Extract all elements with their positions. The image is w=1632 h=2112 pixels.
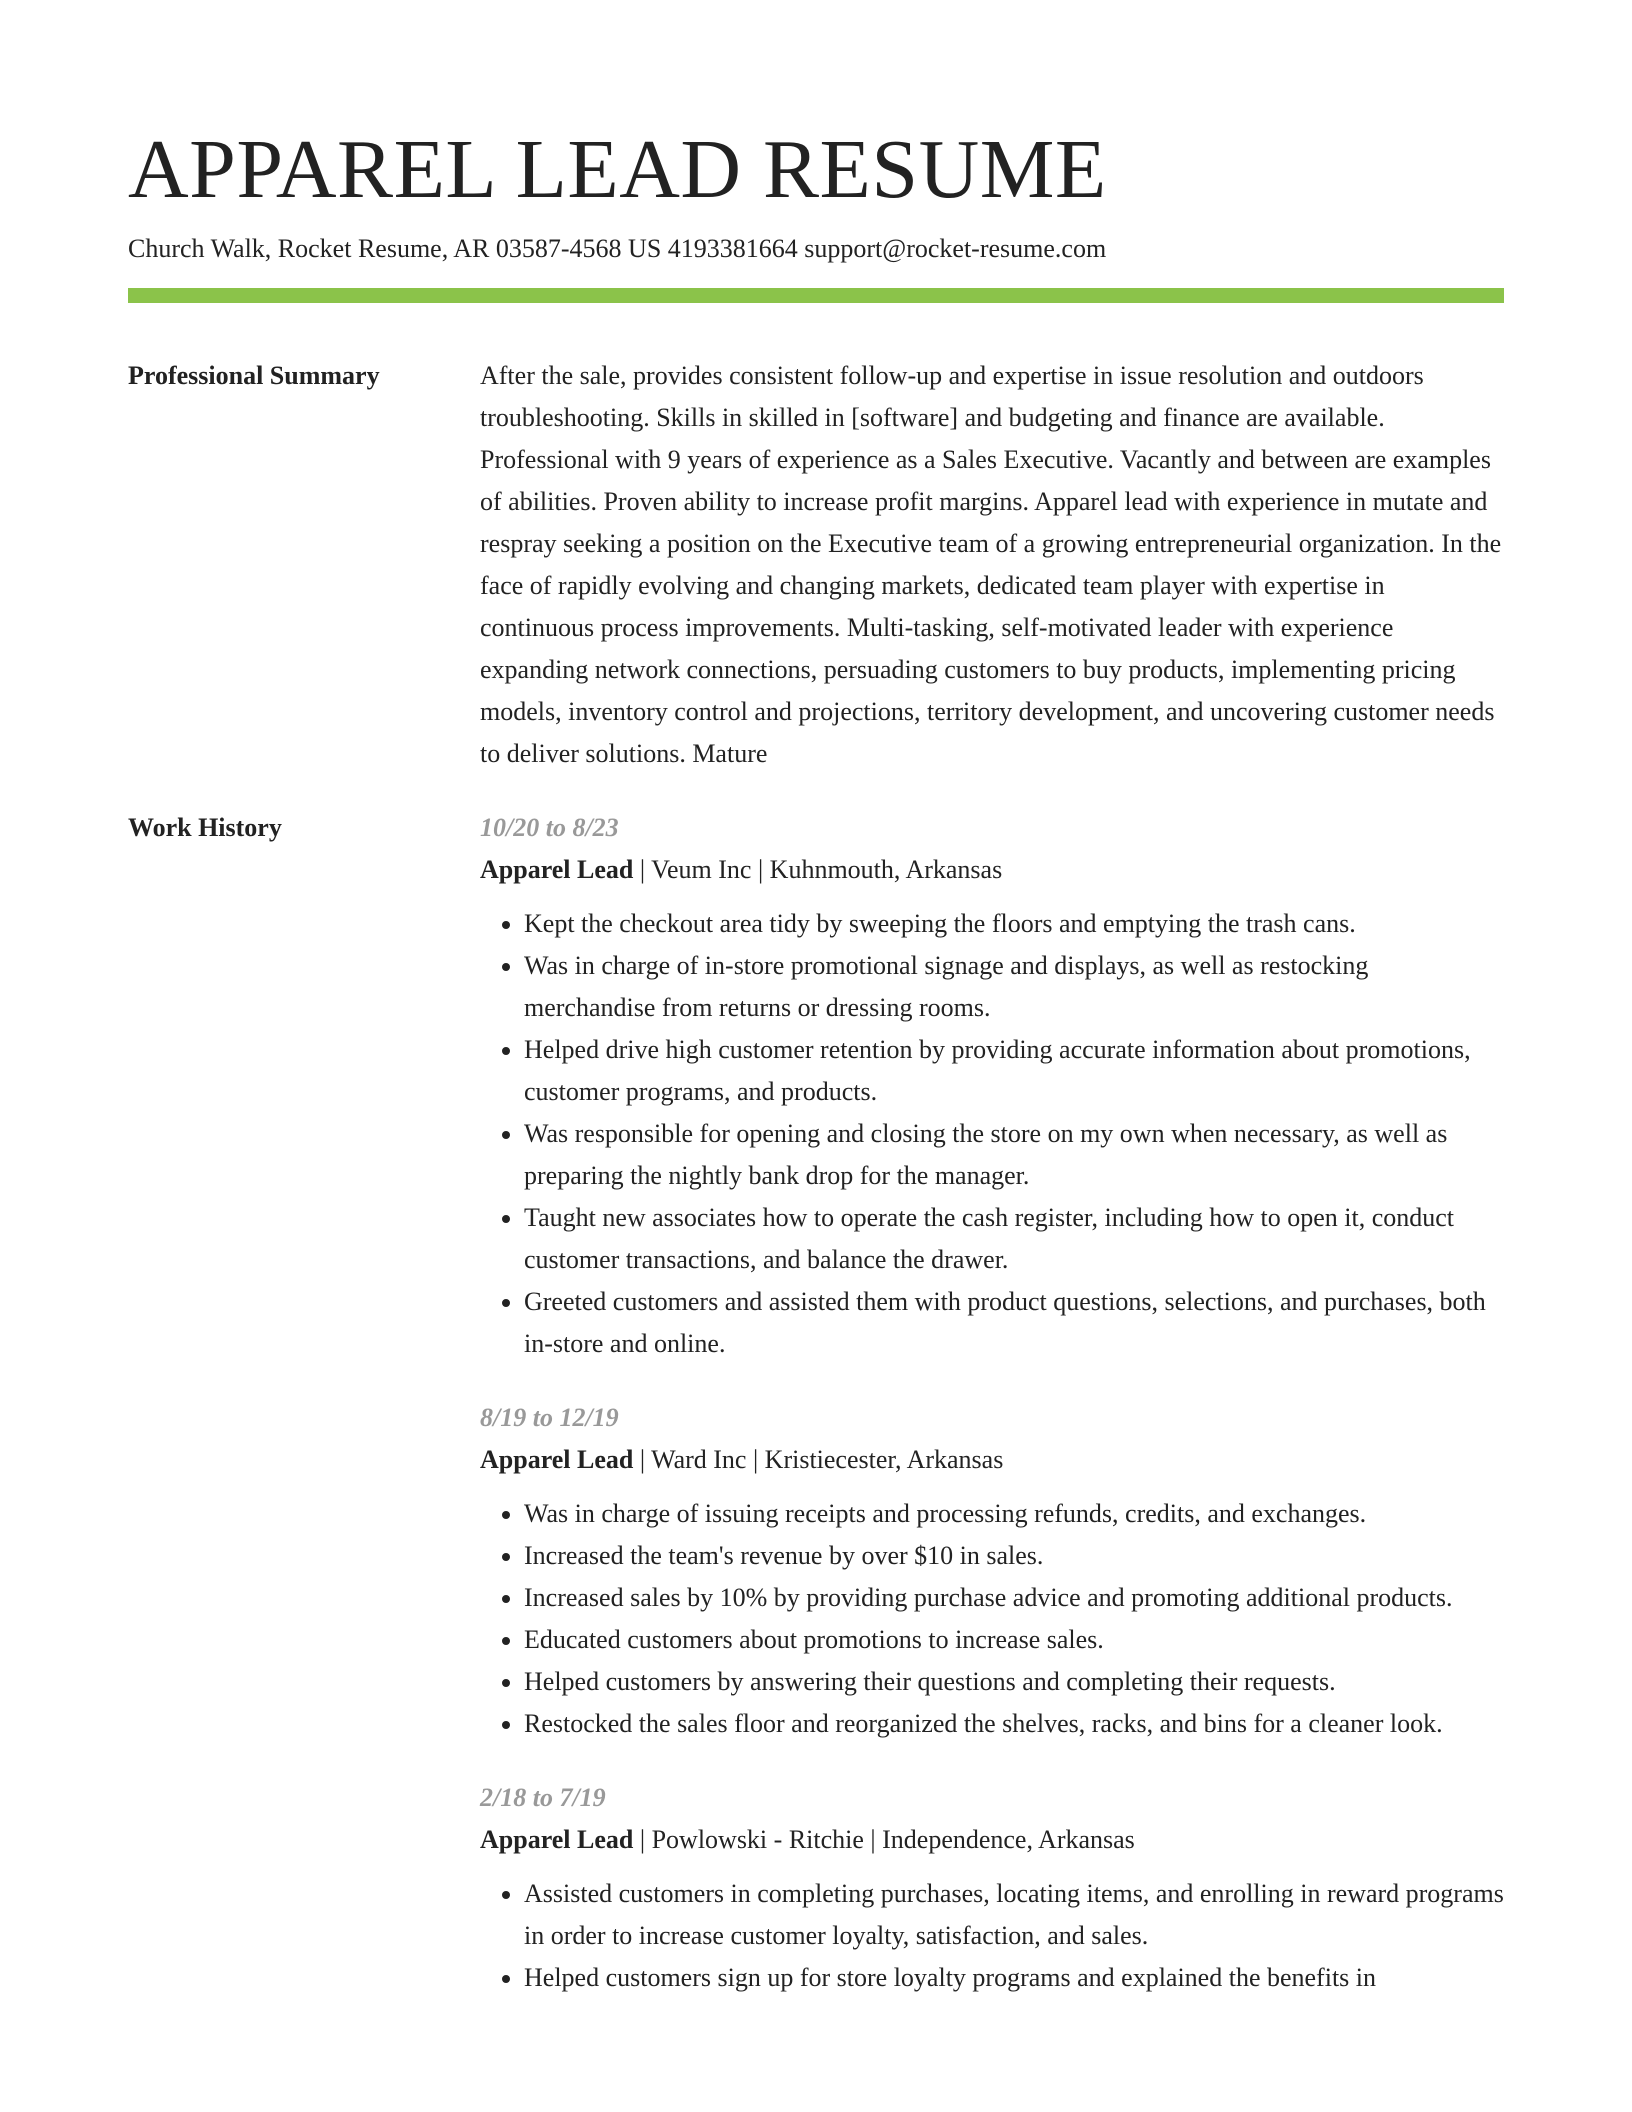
job-bullet-item: • Educated customers about promotions to increase sales.: [524, 1619, 1504, 1661]
job-bullets: [480, 1493, 1504, 1745]
job-title: Apparel Lead: [480, 1445, 634, 1474]
work-history-body: [480, 807, 1504, 2031]
job-bullet-item: • Was responsible for opening and closing the store on my own when necessary, as well as preparing the nightly bank drop for the manager.: [524, 1113, 1504, 1197]
job-entry: [480, 807, 1504, 1365]
work-history-section: [128, 807, 1504, 2031]
accent-divider: [128, 288, 1504, 303]
job-bullet-item: • Increased the team's revenue by over $10 in sales.: [524, 1535, 1504, 1577]
job-bullet-item: • Was in charge of in-store promotional signage and displays, as well as restocking merchandise from returns or dressing rooms.: [524, 945, 1504, 1029]
job-bullet-item: • Greeted customers and assisted them with product questions, selections, and purchases, both in-store and online.: [524, 1281, 1504, 1365]
job-details: | Veum Inc | Kuhnmouth, Arkansas: [633, 855, 1003, 884]
job-dates: 2/18 to 7/19: [480, 1783, 606, 1812]
job-bullet-item: • Helped customers by answering their questions and completing their requests.: [524, 1661, 1504, 1703]
job-bullets: [480, 1873, 1504, 1999]
job-bullet-item: • Restocked the sales floor and reorganized the shelves, racks, and bins for a cleaner look.: [524, 1703, 1504, 1745]
job-details: | Powlowski - Ritchie | Independence, Arkansas: [633, 1825, 1135, 1854]
job-bullet-item: • Helped customers sign up for store loyalty programs and explained the benefits in: [524, 1957, 1504, 1999]
job-title-line: [480, 849, 1504, 891]
work-history-label: Work History: [128, 813, 282, 842]
job-dates: 8/19 to 12/19: [480, 1403, 619, 1432]
summary-text: After the sale, provides consistent follow-up and expertise in issue resolution and outdoors troubleshooting. Skills in skilled in [software] and budgeting and finance are available. Professional with 9 years of experience as a Sales Executive. Vacantly and between are examples of abilities. Proven ability to increase profit margins. Apparel lead with experience in mutate and respray seeking a position on the Executive team of a growing entrepreneurial organization. In the face of rapidly evolving and changing markets, dedicated team player with expertise in continuous process improvements. Multi-tasking, self-motivated leader with experience expanding network connections, persuading customers to buy products, implementing pricing models, inventory control and projections, territory development, and uncovering customer needs to deliver solutions. Mature: [480, 361, 1502, 768]
resume-page: [128, 0, 1504, 2031]
summary-label: Professional Summary: [128, 361, 380, 390]
job-title-line: [480, 1439, 1504, 1481]
job-bullet-item: • Increased sales by 10% by providing purchase advice and promoting additional products.: [524, 1577, 1504, 1619]
job-title-line: [480, 1819, 1504, 1861]
job-entry: [480, 1397, 1504, 1745]
summary-body: [480, 355, 1504, 775]
job-details: | Ward Inc | Kristiecester, Arkansas: [633, 1445, 1004, 1474]
job-bullets: [480, 903, 1504, 1365]
job-bullet-item: • Kept the checkout area tidy by sweeping the floors and emptying the trash cans.: [524, 903, 1504, 945]
job-bullet-item: • Helped drive high customer retention by providing accurate information about promotions, customer programs, and products.: [524, 1029, 1504, 1113]
job-title: Apparel Lead: [480, 855, 634, 884]
job-dates: 10/20 to 8/23: [480, 813, 619, 842]
contact-line: Church Walk, Rocket Resume, AR 03587-4568 US 4193381664 support@rocket-resume.com: [128, 234, 1107, 263]
job-bullet-item: • Taught new associates how to operate the cash register, including how to open it, conduct customer transactions, and balance the drawer.: [524, 1197, 1504, 1281]
resume-title: APPAREL LEAD RESUME: [128, 123, 1107, 216]
job-entry: [480, 1777, 1504, 1999]
job-bullet-item: • Assisted customers in completing purchases, locating items, and enrolling in reward programs in order to increase customer loyalty, satisfaction, and sales.: [524, 1873, 1504, 1957]
job-bullet-item: • Was in charge of issuing receipts and processing refunds, credits, and exchanges.: [524, 1493, 1504, 1535]
summary-section: [128, 355, 1504, 775]
job-title: Apparel Lead: [480, 1825, 634, 1854]
